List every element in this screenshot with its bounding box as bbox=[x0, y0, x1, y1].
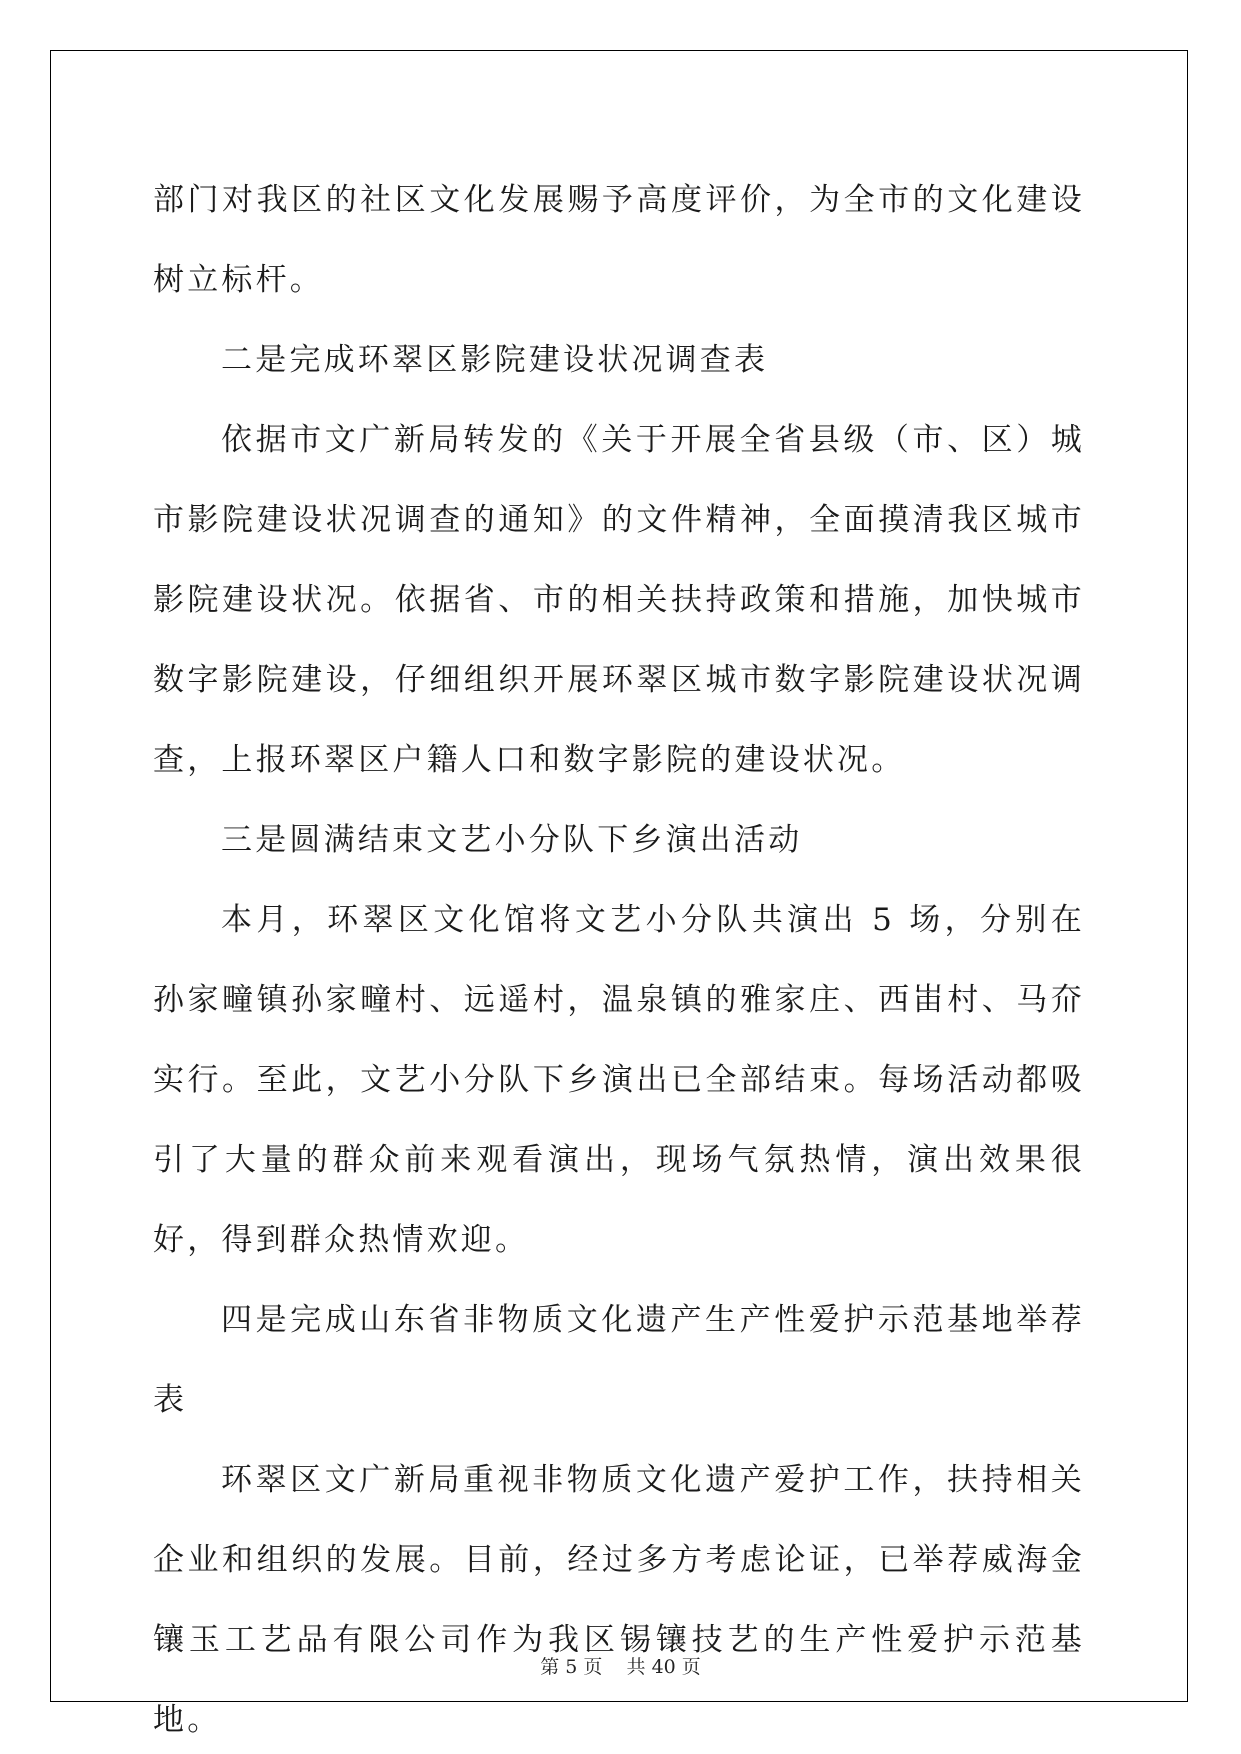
section-heading-heritage-base: 四是完成山东省非物质文化遗产生产性爱护示范基地举荐表 bbox=[153, 1302, 1085, 1418]
page-number: 第 5 页 共 40 页 bbox=[540, 1656, 701, 1678]
paragraph-heritage-base: 环翠区文广新局重视非物质文化遗产爱护工作，扶持相关企业和组织的发展。目前，经过多方考虑论证，已举荐威海金镶玉工艺品有限公司作为我区锡镶技艺的生产性爱护示范基地。 bbox=[153, 1462, 1085, 1738]
section-heading-cinema-survey: 二是完成环翠区影院建设状况调查表 bbox=[221, 342, 769, 378]
paragraph-continuation: 部门对我区的社区文化发展赐予高度评价，为全市的文化建设树立标杆。 bbox=[153, 182, 1085, 298]
paragraph-cinema-survey: 依据市文广新局转发的《关于开展全省县级（市、区）城市影院建设状况调查的通知》的文件精神，全面摸清我区城市影院建设状况。依据省、市的相关扶持政策和措施，加快城市数字影院建设，仔细组织开展环翠区城市数字影院建设状况调查，上报环翠区户籍人口和数字影院的建设状况。 bbox=[153, 422, 1085, 778]
page-footer bbox=[0, 1652, 1241, 1679]
paragraph-art-troupe: 本月，环翠区文化馆将文艺小分队共演出 5 场，分别在孙家疃镇孙家疃村、远遥村，温泉镇的雅家庄、西峀村、马夼实行。至此，文艺小分队下乡演出已全部结束。每场活动都吸引了大量的群众前来观看演出，现场气氛热情，演出效果很好，得到群众热情欢迎。 bbox=[153, 902, 1085, 1258]
document-body bbox=[153, 160, 1085, 1754]
section-heading-art-troupe: 三是圆满结束文艺小分队下乡演出活动 bbox=[221, 822, 803, 858]
